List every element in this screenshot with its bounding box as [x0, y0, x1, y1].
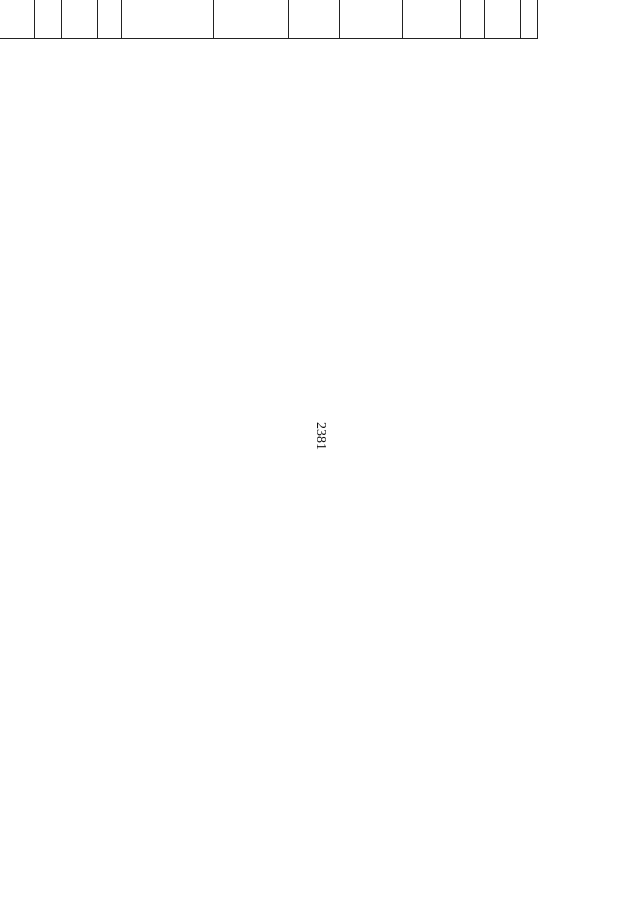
cell-mn [289, 0, 340, 39]
cell-mn [340, 0, 403, 39]
table-row [214, 0, 289, 75]
table-row [35, 0, 62, 75]
table-header-row [521, 0, 538, 75]
cell-mn [122, 0, 214, 39]
header-mn [521, 0, 538, 39]
table-row [289, 0, 340, 75]
table-row [98, 0, 122, 75]
table-row [461, 0, 485, 75]
table-row [403, 0, 461, 75]
rotated-table-sheet [91, 0, 538, 74]
table-row [122, 0, 214, 75]
cell-mn [0, 0, 35, 39]
table-row [62, 0, 98, 75]
cell-mn [403, 0, 461, 39]
cell-mn [35, 0, 62, 39]
page-number: 2381 [313, 422, 328, 450]
element-table [0, 0, 538, 75]
table-row [485, 0, 521, 75]
cell-mn [461, 0, 485, 39]
cell-mn [98, 0, 122, 39]
cell-mn [62, 0, 98, 39]
table-row [0, 0, 35, 75]
table-row [340, 0, 403, 75]
cell-mn [214, 0, 289, 39]
